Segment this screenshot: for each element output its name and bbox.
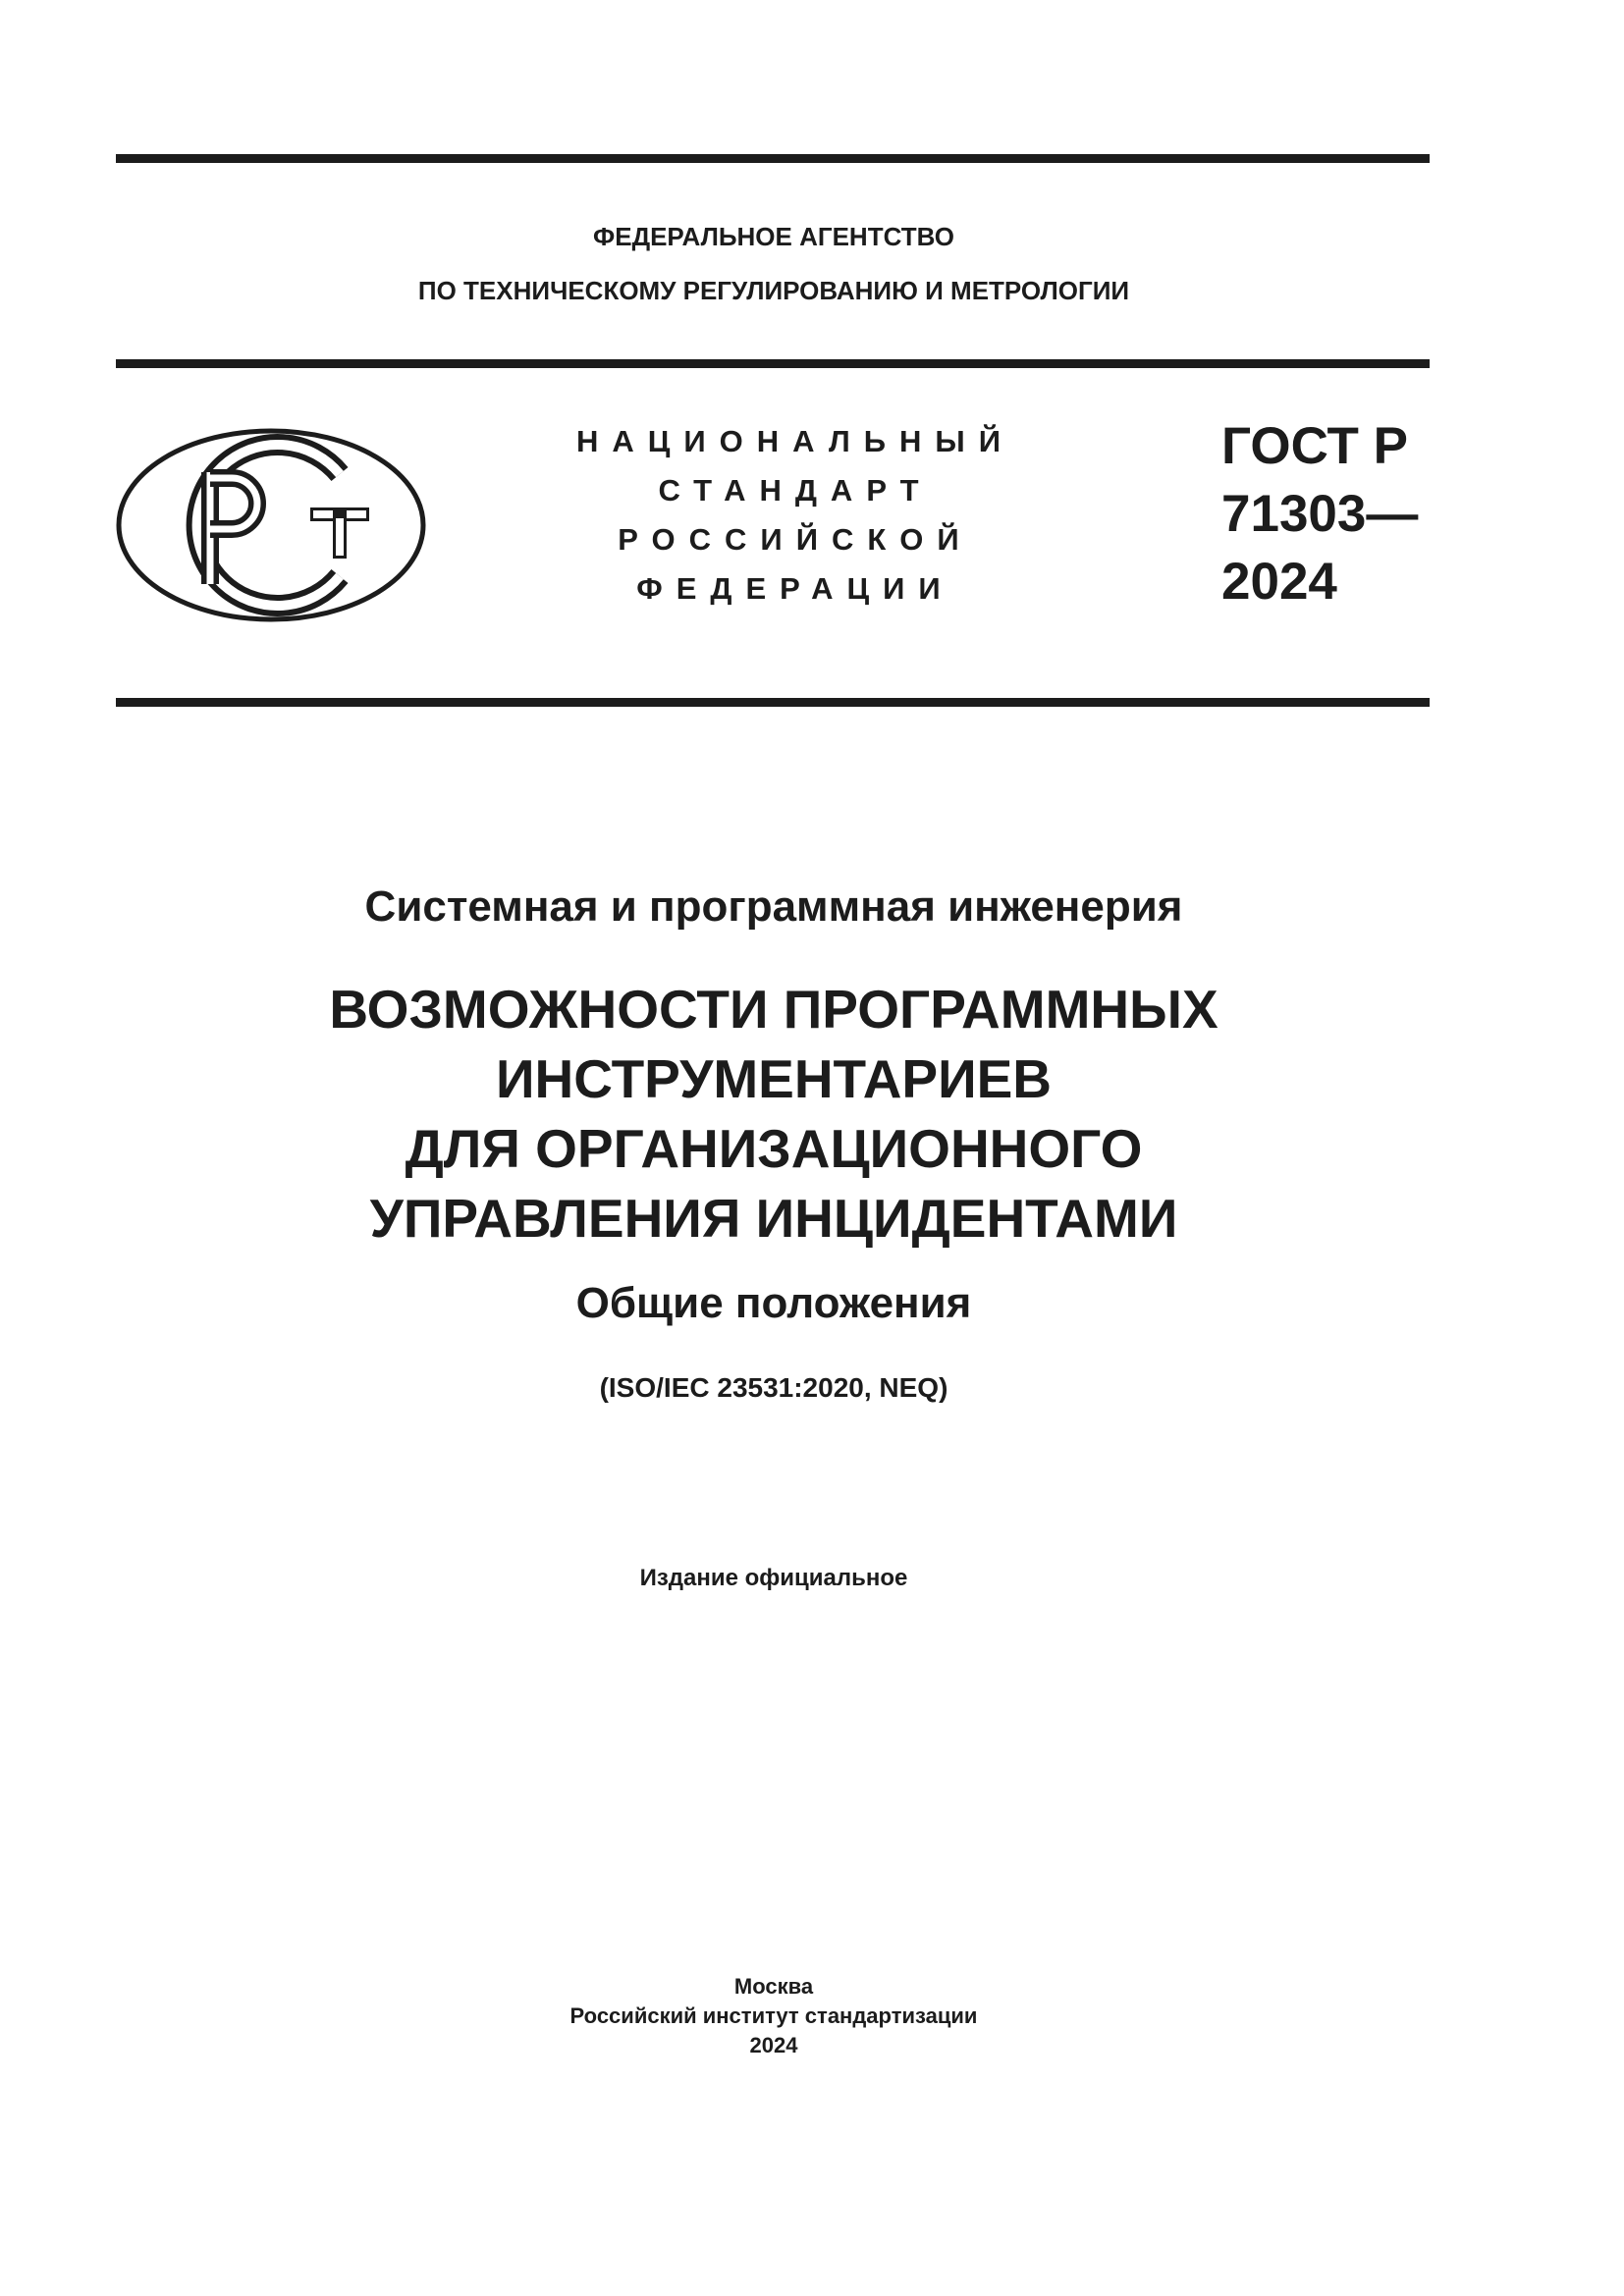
main-title-line-1: ВОЗМОЖНОСТИ ПРОГРАММНЫХ <box>329 979 1218 1040</box>
edition-note: Издание официальное <box>639 1565 908 1591</box>
rst-certification-mark-icon <box>116 427 426 628</box>
designation-line-2: 71303— <box>1221 485 1419 543</box>
imprint-city: Москва <box>733 1974 814 1999</box>
standard-designation <box>1221 412 1418 615</box>
main-title-line-2: ИНСТРУМЕНТАРИЕВ <box>495 1048 1053 1109</box>
standard-type-line-4: ФЕДЕРАЦИИ <box>636 571 954 606</box>
standard-type-line-1: НАЦИОНАЛЬНЫЙ <box>575 424 1015 458</box>
designation-line-1: ГОСТ Р <box>1221 417 1408 475</box>
designation-line-3: 2024 <box>1221 553 1337 611</box>
series-title: Системная и программная инженерия <box>364 882 1183 931</box>
header-rule <box>116 698 1430 707</box>
main-title <box>0 975 1547 1254</box>
imprint <box>0 1972 1547 2060</box>
main-title-line-3: ДЛЯ ОРГАНИЗАЦИОННОГО <box>405 1118 1143 1179</box>
imprint-publisher: Российский институт стандартизации <box>569 2003 978 2028</box>
agency-line-2: ПО ТЕХНИЧЕСКОМУ РЕГУЛИРОВАНИЮ И МЕТРОЛОГИИ <box>417 276 1130 305</box>
part-title: Общие положения <box>575 1279 972 1327</box>
agency-line-1: ФЕДЕРАЛЬНОЕ АГЕНТСТВО <box>593 222 954 251</box>
standard-type-line-2: СТАНДАРТ <box>658 473 933 507</box>
top-rule <box>116 154 1430 163</box>
agency-rule <box>116 359 1430 368</box>
standard-type-line-3: РОССИЙСКОЙ <box>618 522 973 557</box>
main-title-line-4: УПРАВЛЕНИЯ ИНЦИДЕНТАМИ <box>369 1188 1178 1249</box>
imprint-year: 2024 <box>749 2033 798 2057</box>
iso-reference: (ISO/IEC 23531:2020, NEQ) <box>599 1372 948 1403</box>
standard-type <box>550 417 1041 614</box>
